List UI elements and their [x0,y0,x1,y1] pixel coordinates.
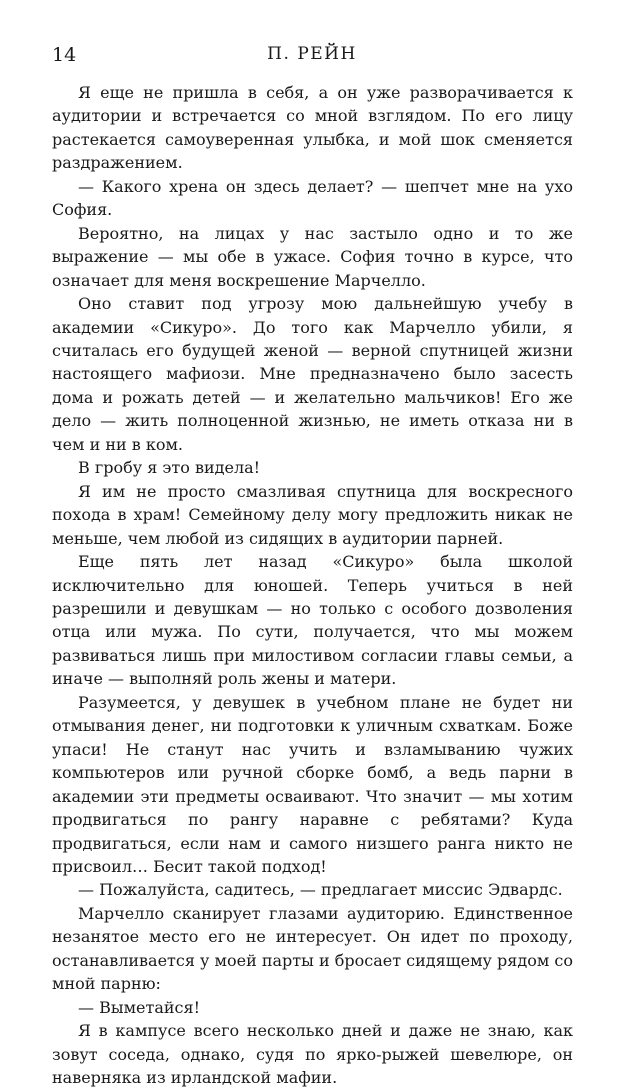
paragraph: Вероятно, на лицах у нас застыло одно и то же выражение — мы обе в ужасе. София точно в курсе, что означает для меня воскрешение Марчелло. [52,223,573,290]
paragraph: — Пожалуйста, садитесь, — предлагает миссис Эдвардс. [78,880,563,900]
page-header [52,44,572,74]
paragraph: В гробу я это видела! [78,458,261,478]
paragraph: Еще пять лет назад «Сикуро» была школой исключительно для юношей. Теперь учиться в ней разрешили и девушкам — но только с особого дозволения отца или мужа. По сути, получается, что мы можем развиваться лишь при милостивом согласии главы семьи, а иначе — выполняй роль жены и матери. [52,552,573,689]
paragraph: Разумеется, у девушек в учебном плане не будет ни отмывания денег, ни подготовки к уличным схваткам. Боже упаси! Не станут нас учить и взламыванию чужих компьютеров или ручной сборке бомб, а ведь парни в академии эти предметы осваивают. Что значит — мы хотим продвигаться по рангу наравне с ребятами? Куда продвигаться, если нам и самого низшего ранга никто не присвоил… Бесит такой подход! [52,692,573,876]
body-text [52,81,573,1089]
running-head: П. РЕЙН [267,44,357,64]
paragraph: — Выметайся! [78,997,201,1017]
paragraph: Я им не просто смазливая спутница для воскресного похода в храм! Семейному делу могу предложить никак не меньше, чем любой из сидящих в аудитории парней. [52,481,573,548]
paragraph: Марчелло сканирует глазами аудиторию. Единственное незанятое место его не интересует. Он идет по проходу, останавливается у моей парты и бросает сидящему рядом со мной парню: [52,903,573,994]
page-number: 14 [52,44,77,66]
paragraph: — Какого хрена он здесь делает? — шепчет мне на ухо София. [52,176,573,220]
paragraph: Оно ставит под угрозу мою дальнейшую учебу в академии «Сикуро». До того как Марчелло убили, я считалась его будущей женой — верной спутницей жизни настоящего мафиози. Мне предназначено было засесть дома и рожать детей — и желательно мальчиков! Его же дело — жить полноценной жизнью, не иметь отказа ни в чем и ни в ком. [52,294,573,454]
paragraph: Я еще не пришла в себя, а он уже разворачивается к аудитории и встречается со мной взглядом. По его лицу растекается самоуверенная улыбка, и мой шок сменяется раздражением. [52,83,573,173]
paragraph: Я в кампусе всего несколько дней и даже не знаю, как зовут соседа, однако, судя по ярко-рыжей шевелюре, он наверняка из ирландской мафии. [52,1021,573,1088]
